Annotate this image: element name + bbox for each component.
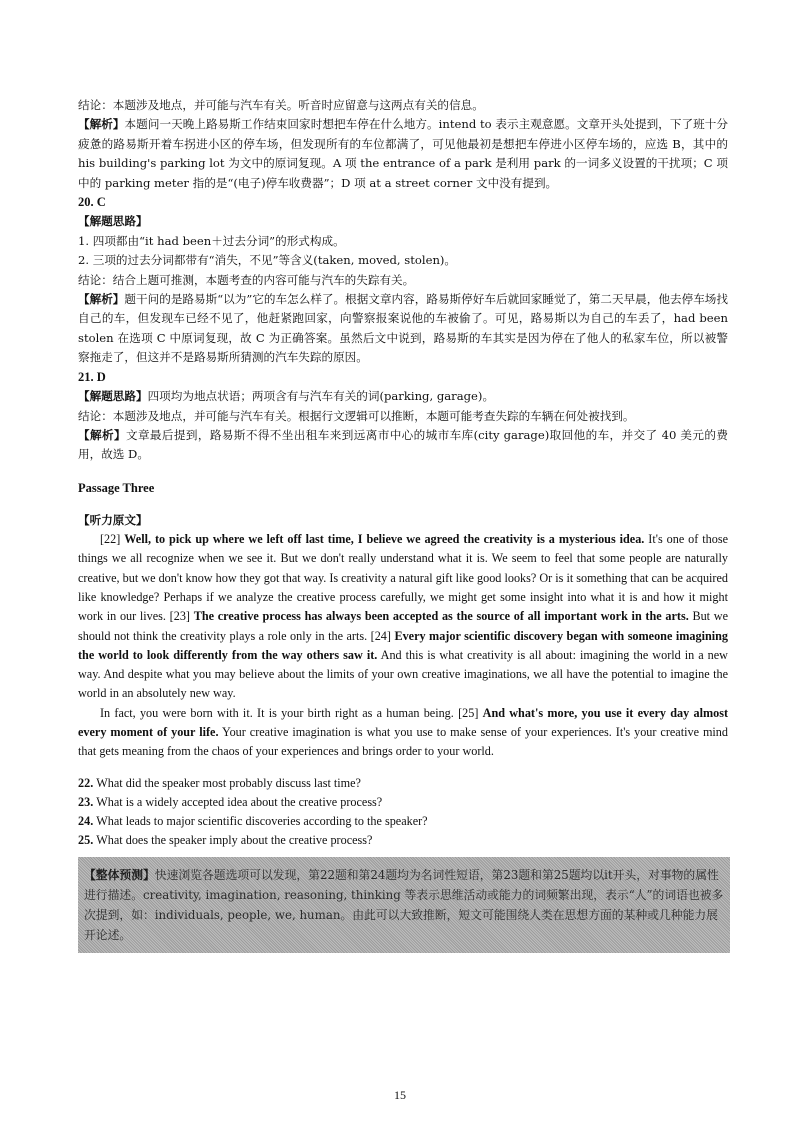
question-item [78, 812, 728, 831]
p1-segment: Every major scientific discovery began with someone imagining the world to look differently from the way others saw it. [78, 628, 729, 662]
q20-line2: 2. 三项的过去分词都带有“消失，不见”等含义(taken, moved, stolen)。 [78, 253, 457, 268]
transcript-label: 【听力原文】 [78, 512, 148, 527]
question-21-heading: 21. D [78, 369, 106, 384]
q21-analysis-text: 文章最后提到，路易斯不得不坐出租车来到远离市中心的城市车库(city garage)取回他的车，并交了 40 美元的费用，故选 D。 [78, 427, 728, 462]
prediction-text: 快速浏览各题选项可以发现，第22题和第24题均为名词性短语，第23题和第25题均以it开头，对事物的属性进行描述。creativity, imagination, reasoning, thinking 等表示思维活动或能力的词频繁出现，表示“人”的词语也被多次提到，如：individuals, people, we, human。由此可以大致推断，短文可能围绕人类在思想方面的某种或几种能力展开论述。 [84, 867, 724, 942]
page-body [78, 96, 728, 953]
p1-segment: And this is what creativity is all about: imagining the world in a new way. And despite what you may believe about the limits of your own creative imaginations, we all have the potential to imagine the world in an absolutely new way. [78, 647, 728, 701]
q21-analysis-label: 【解析】 [78, 427, 126, 442]
p2-segment: And what's more, you use it every day almost every moment of your life. [78, 705, 729, 739]
conclusion-line: 结论：本题涉及地点，并可能与汽车有关。听音时应留意与这两点有关的信息。 [78, 98, 484, 112]
analysis-paragraph [78, 115, 728, 193]
question-item [78, 831, 728, 850]
question-20-heading: 20. C [78, 195, 106, 210]
q21-idea-text: 四项均为地点状语；两项含有与汽车有关的词(parking, garage)。 [147, 389, 495, 404]
q20-line3: 结论：结合上题可推测，本题考查的内容可能与汽车的失踪有关。 [78, 272, 415, 287]
question-text: What does the speaker imply about the creative process? [96, 833, 373, 848]
question-item [78, 793, 728, 812]
analysis-text: 本题问一天晚上路易斯工作结束回家时想把车停在什么地方。intend to 表示主观意愿。文章开头处提到，下了班十分疲惫的路易斯开着车拐进小区的停车场，但发现所有的车位都满了，可见他最初是想把车停进小区停车场的，应选 B，其中的 his building's parking lot 为文中的原词复现。A 项 the entrance of a park 是利用 park 的一词多义设置的干扰项；C 项中的 parking meter 指的是“(电子)停车收费器”；D 项 at a street corner 文中没有提到。 [78, 117, 728, 190]
analysis-label: 【解析】 [78, 117, 125, 132]
question-text: What is a widely accepted idea about the creative process? [96, 794, 383, 809]
q21-analysis [78, 426, 728, 465]
prediction-label: 【整体预测】 [84, 867, 155, 882]
q20-analysis-text: 题干问的是路易斯“以为”它的车怎么样了。根据文章内容，路易斯停好车后就回家睡觉了，第二天早晨，他去停车场找自己的车，但发现车已经不见了，他赶紧跑回家，向警察报案说他的车被偷了。可见，路易斯以为自己的车丢了，had been stolen 在选项 C 中原词复现，故 C 为正确答案。虽然后文中说到，路易斯的车其实是因为停在了他人的私家车位，所以被警察拖走了，但这并不是路易斯所猜测的汽车失踪的原因。 [78, 292, 728, 365]
question-number: 25. [78, 833, 97, 848]
question-item [78, 774, 728, 793]
passage-title: Passage Three [78, 480, 155, 495]
p1-segment: Well, to pick up where we left off last time, I believe we agreed the creativity is a mysterious idea. [124, 532, 645, 547]
p2-segment: Your creative imagination is what you use to make sense of your experiences. It's your creative mind that gets meaning from the chaos of your experiences and brings order to your world. [78, 725, 728, 759]
page-number: 15 [394, 1088, 406, 1102]
q21-conclusion: 结论：本题涉及地点，并可能与汽车有关。根据行文逻辑可以推断，本题可能考查失踪的车辆在何处被找到。 [78, 408, 635, 423]
question-number: 24. [78, 814, 97, 829]
p2-segment: In fact, you were born with it. It is your birth right as a human being. [25] [100, 705, 483, 720]
question-number: 22. [78, 775, 97, 790]
question-number: 23. [78, 794, 97, 809]
transcript-paragraph-1 [78, 530, 728, 704]
p1-segment: The creative process has always been accepted as the source of all important work in the arts. [193, 609, 689, 624]
question-list [78, 774, 728, 851]
q20-analysis-label: 【解析】 [78, 292, 125, 307]
q20-idea-label: 【解题思路】 [78, 214, 148, 229]
q21-idea-label: 【解题思路】 [78, 389, 148, 404]
p1-segment: [22] [100, 532, 125, 547]
overall-prediction-box [78, 857, 730, 953]
question-text: What did the speaker most probably discuss last time? [96, 775, 361, 790]
question-text: What leads to major scientific discoveries according to the speaker? [96, 814, 428, 829]
p1-segment: But we should not think the creativity plays a role only in the arts. [24] [78, 609, 728, 643]
p1-segment: It's one of those things we all recognize when we see it. But we don't really understand what it is. We seem to feel that some people are naturally creative, but we don't know how they got that way. Is creativity a natural gift like good looks? Or is it something that can be acquired like knowledge? Perhaps if we analyze the creative process carefully, we might get some insight into what it is and how it might work in our lives. [23] [78, 532, 729, 624]
transcript-paragraph-2 [78, 704, 728, 762]
q21-idea [78, 387, 728, 406]
q20-line1: 1. 四项都由“it had been＋过去分词”的形式构成。 [78, 233, 345, 248]
q20-analysis [78, 290, 728, 368]
